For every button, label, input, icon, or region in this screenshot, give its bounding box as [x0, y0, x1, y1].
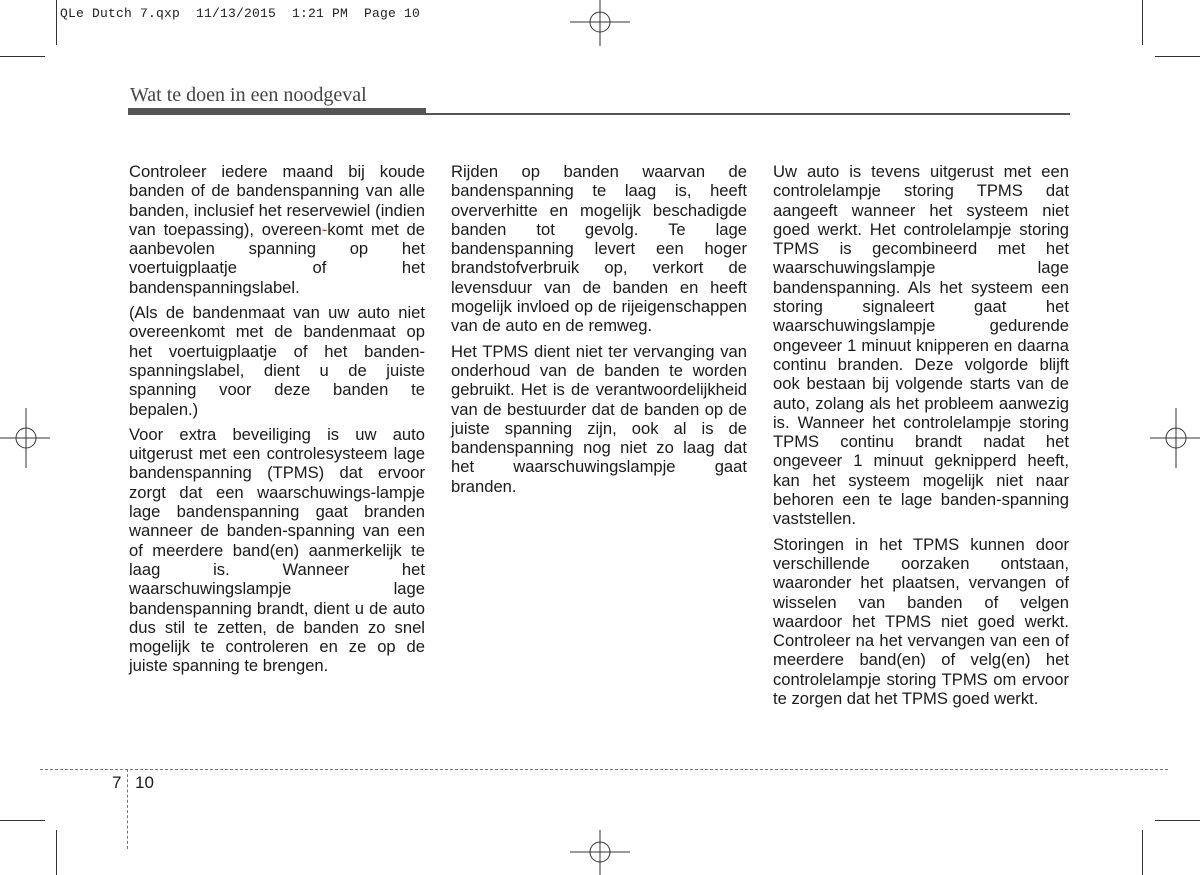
- registration-mark-top-icon: [570, 0, 630, 46]
- crop-mark-top-right-vertical: [1142, 0, 1143, 45]
- header-rule-thick: [128, 108, 426, 115]
- paragraph-tpms-malfunction-lamp: Uw auto is tevens uitgerust met een controlelampje storing TPMS dat aangeeft wanneer het systeem niet goed werkt. Het controlelampje storing TPMS is gecombineerd met het waarschuwingslampje lage bandenspanning. Als het systeem een storing signaleert gaat het waarschuwingslampje gedurende ongeveer 1 minuut knipperen en daarna continu branden. Deze volgorde blijft ook bestaan bij volgende starts van de auto, zolang als het probleem aanwezig is. Wanneer het controlelampje storing TPMS continu brandt nadat het ongeveer 1 minuut geknipperd heeft, kan het systeem mogelijk niet naar behoren een te lage banden-spanning vaststellen.: [773, 162, 1069, 529]
- text-column-3: [773, 162, 1069, 714]
- paragraph-tpms-intro: Voor extra beveiliging is uw auto uitgerust met een controlesysteem lage bandenspanning (TPMS) dat ervoor zorgt dat een waarschuwings-lampje lage bandenspanning gaat branden wanneer de banden-spanning van een of meerdere band(en) aanmerkelijk te laag is. Wanneer het waarschuwingslampje lage bandenspanning brandt, dient u de auto dus stil te zetten, de banden zo snel mogelijk te controleren en ze op de juiste spanning te brengen.: [129, 424, 425, 676]
- registration-mark-left-icon: [0, 408, 50, 468]
- red-hyphen: -: [321, 219, 328, 239]
- paragraph-low-pressure-effects: Rijden op banden waarvan de bandenspanning te laag is, heeft oververhitte en mogelijk beschadigde banden tot gevolg. Te lage bandenspanning levert een hoger brandstofverbruik op, verkort de levensduur van de banden en heeft mogelijk invloed op de rijeigenschappen van de auto en de remweg.: [451, 162, 747, 336]
- footer-dashed-divider: [127, 769, 128, 849]
- paragraph-tire-check-main: Controleer iedere maand bij koude banden of de bandenspanning van alle banden, inclusief het reservewiel (indien van toepassing), overeen: [129, 162, 425, 239]
- text-column-2: [451, 162, 747, 502]
- crop-mark-top-left-vertical: [56, 0, 57, 45]
- paragraph-tpms-not-replacement: Het TPMS dient niet ter vervanging van onderhoud van de banden te worden gebruikt. Het is de verantwoordelijkheid van de bestuurder dat de banden op de juiste spanning zijn, ook al is de bandenspanning nog niet zo laag dat het waarschuwingslampje gaat branden.: [451, 341, 747, 496]
- page-number: 10: [135, 773, 154, 792]
- crop-mark-bottom-right-horizontal: [1155, 820, 1200, 821]
- crop-mark-bottom-left-vertical: [56, 830, 57, 875]
- print-slug: QLe Dutch 7.qxp 11/13/2015 1:21 PM Page 10: [60, 6, 421, 21]
- section-title: Wat te doen in een noodgeval: [130, 84, 367, 106]
- crop-mark-top-left-horizontal: [0, 56, 45, 57]
- paragraph-tire-check: [129, 162, 425, 297]
- paragraph-tpms-failure-causes: Storingen in het TPMS kunnen door verschillende oorzaken ontstaan, waaronder het plaatsen, vervangen of wisselen van banden of velgen waardoor het TPMS niet goed werkt. Controleer na het vervangen van een of meerdere band(en) of velg(en) het controlelampje storing TPMS om ervoor te zorgen dat het TPMS goed werkt.: [773, 534, 1069, 709]
- chapter-number: 7: [112, 773, 122, 792]
- crop-mark-top-right-horizontal: [1155, 56, 1200, 57]
- crop-mark-bottom-right-vertical: [1142, 830, 1143, 875]
- header-rule-thin: [426, 113, 1070, 115]
- registration-mark-right-icon: [1150, 408, 1200, 468]
- registration-mark-bottom-icon: [570, 830, 630, 875]
- text-column-1: [129, 162, 425, 682]
- crop-mark-bottom-left-horizontal: [0, 820, 45, 821]
- paragraph-tire-size-note: (Als de bandenmaat van uw auto niet overeenkomt met de bandenmaat op het voertuigplaatje of het banden-spanningslabel, dient u de juiste spanning voor deze banden te bepalen.): [129, 303, 425, 419]
- footer-dashed-rule: [40, 769, 1168, 770]
- paragraph-tire-check-rest: komt met de aanbevolen spanning op het voertuigplaatje of het bandenspanningslabel.: [129, 219, 425, 297]
